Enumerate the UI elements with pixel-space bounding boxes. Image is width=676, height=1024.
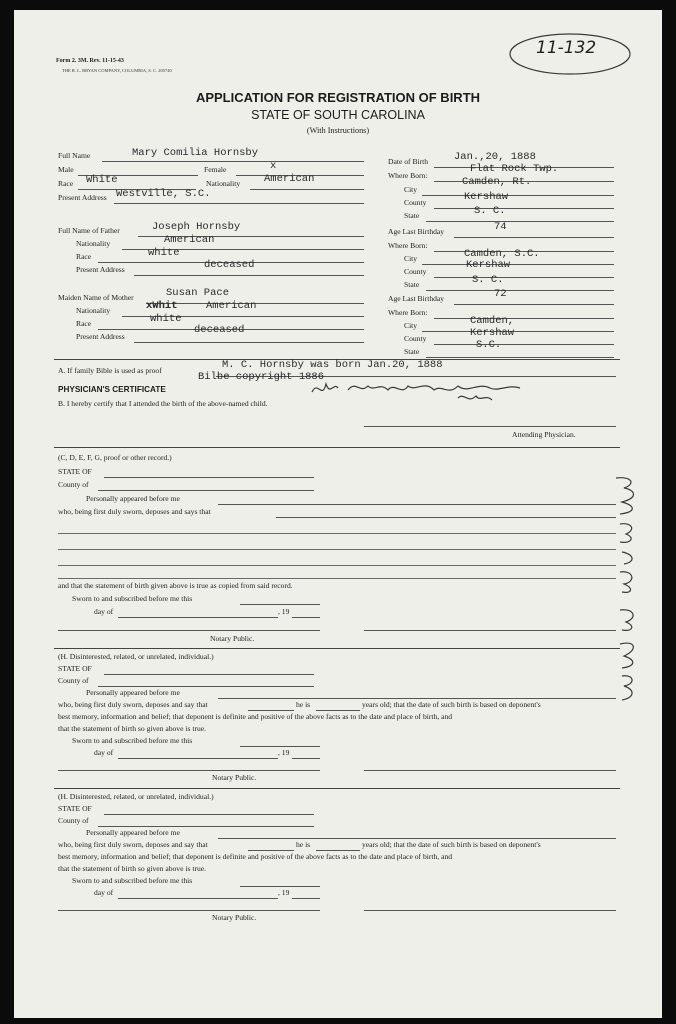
reference-number: 11-132: [536, 38, 597, 58]
section-c-appeared: Personally appeared before me: [86, 494, 180, 503]
section-h2-heading: (H. Disinterested, related, or unrelated, individual.): [58, 792, 214, 801]
city-label: City: [404, 185, 418, 194]
address-value: Westville, S.C.: [116, 188, 211, 200]
section-h1-years-old: years old; that the date of such birth is based on deponent's: [362, 700, 541, 709]
father-address-value: deceased: [204, 259, 255, 271]
nationality-value: American: [264, 173, 315, 185]
section-h1-heading: (H. Disinterested, related, or unrelated, individual.): [58, 652, 214, 661]
section-c-county-of: County of: [58, 480, 89, 489]
mother-city-value: Camden,: [470, 315, 515, 327]
state-label: State: [404, 211, 420, 220]
father-age-value: 74: [494, 221, 507, 233]
mother-name-value: Susan Pace: [166, 287, 230, 299]
section-h1-line-2: best memory, information and belief; that deponent is definite and positive of the above facts as to the date and place of birth, and: [58, 712, 453, 721]
race-value: White: [86, 174, 118, 186]
father-county-value: Kershaw: [466, 259, 511, 271]
form-title: APPLICATION FOR REGISTRATION OF BIRTH: [195, 90, 481, 105]
section-h1-sworn: who, being first duly sworn, deposes and say that: [58, 700, 208, 709]
section-c-subscribed: Sworn to and subscribed before me this: [72, 594, 193, 603]
section-c-sworn: who, being first duly sworn, deposes and says that: [58, 507, 211, 516]
mother-nationality-struck: xWhit: [146, 300, 178, 312]
mother-age-value: 72: [494, 288, 507, 300]
section-c-notary: Notary Public.: [210, 634, 255, 643]
dob-value: Jan.,20, 1888: [454, 151, 536, 163]
address-label: Present Address: [58, 193, 107, 202]
city-value: Camden, Rt.: [462, 176, 532, 188]
section-h1-state-of: STATE OF: [58, 664, 92, 673]
state-title: STATE OF SOUTH CAROLINA: [251, 108, 425, 122]
mother-city-label: City: [404, 321, 418, 330]
mother-address-label: Present Address: [76, 332, 125, 341]
section-h2-year: , 19: [278, 888, 290, 897]
female-value: x: [270, 160, 277, 172]
mother-race-value: white: [150, 313, 182, 325]
mother-county-label: County: [404, 334, 427, 343]
father-state-value: S. C.: [472, 274, 504, 286]
mother-age-label: Age Last Birthday: [388, 294, 445, 303]
physician-heading: PHYSICIAN'S CERTIFICATE: [58, 385, 166, 394]
section-h1-he-is: he is: [296, 700, 311, 709]
bible-proof-label: A. If family Bible is used as proof: [58, 366, 162, 375]
section-h2-sworn: who, being first duly sworn, deposes and say that: [58, 840, 208, 849]
section-h2-years-old: years old; that the date of such birth is based on deponent's: [362, 840, 541, 849]
section-h1-day-of: day of: [94, 748, 114, 757]
father-state-label: State: [404, 280, 420, 289]
section-c-state-of: STATE OF: [58, 467, 92, 476]
section-h1-line-3: that the statement of birth so given above is true.: [58, 724, 207, 733]
mother-nationality-value: American: [206, 300, 257, 312]
bible-proof-line-1: M. C. Hornsby was born Jan.20, 1888: [222, 359, 443, 371]
nationality-label: Nationality: [206, 179, 241, 188]
father-nationality-value: American: [164, 234, 215, 246]
section-h1-year: , 19: [278, 748, 290, 757]
dob-label: Date of Birth: [388, 157, 429, 166]
mother-where-born-label: Where Born:: [388, 308, 428, 317]
physician-statement: B. I hereby certify that I attended the birth of the above-named child.: [58, 399, 268, 408]
mother-name-label: Maiden Name of Mother: [58, 293, 134, 302]
father-where-born-label: Where Born:: [388, 241, 428, 250]
bible-proof-line-2: Bilbe copyright 1886: [198, 371, 325, 383]
father-race-value: white: [148, 247, 180, 259]
father-city-label: City: [404, 254, 418, 263]
male-label: Male: [58, 165, 74, 174]
mother-nationality-label: Nationality: [76, 306, 111, 315]
section-h2-day-of: day of: [94, 888, 114, 897]
printer-imprint: THE R. L. BRYAN COMPANY, COLUMBIA, S. C. 205740: [62, 68, 172, 73]
section-c-year: , 19: [278, 607, 290, 616]
female-label: Female: [204, 165, 227, 174]
clerk-signature: [308, 370, 548, 410]
mother-county-value: Kershaw: [470, 327, 515, 339]
father-nationality-label: Nationality: [76, 239, 111, 248]
father-age-label: Age Last Birthday: [388, 227, 445, 236]
section-c-day-of: day of: [94, 607, 114, 616]
where-born-label: Where Born:: [388, 171, 428, 180]
instructions-note: (With Instructions): [306, 126, 370, 135]
full-name-label: Full Name: [58, 151, 91, 160]
father-address-label: Present Address: [76, 265, 125, 274]
form-number: Form 2. 3M. Rev. 11-15-43: [56, 58, 124, 64]
section-h1-notary: Notary Public.: [212, 773, 257, 782]
section-c-copied: and that the statement of birth given above is true as copied from said record.: [58, 581, 293, 590]
father-county-label: County: [404, 267, 427, 276]
mother-race-label: Race: [76, 319, 92, 328]
applicant-signature: [606, 472, 646, 708]
father-race-label: Race: [76, 252, 92, 261]
mother-state-value: S.C.: [476, 339, 502, 351]
father-name-value: Joseph Hornsby: [152, 221, 241, 233]
father-name-label: Full Name of Father: [58, 226, 120, 235]
section-h2-he-is: he is: [296, 840, 311, 849]
county-value: Kershaw: [464, 191, 509, 203]
where-born-value: Flat Rock Twp.: [470, 163, 559, 175]
section-h1-appeared: Personally appeared before me: [86, 688, 180, 697]
attending-physician-label: Attending Physician.: [512, 430, 576, 439]
section-h2-line-3: that the statement of birth so given above is true.: [58, 864, 207, 873]
section-h2-notary: Notary Public.: [212, 913, 257, 922]
section-c-heading: (C, D, E, F, G, proof or other record.): [58, 453, 172, 462]
mother-address-value: deceased: [194, 324, 245, 336]
section-h2-appeared: Personally appeared before me: [86, 828, 180, 837]
section-h2-county-of: County of: [58, 816, 89, 825]
county-label: County: [404, 198, 427, 207]
section-h2-line-2: best memory, information and belief; that deponent is definite and positive of the above facts as to the date and place of birth, and: [58, 852, 453, 861]
race-label: Race: [58, 179, 74, 188]
father-city-value: Camden, S.C.: [464, 248, 540, 260]
section-h2-subscribed: Sworn to and subscribed before me this: [72, 876, 193, 885]
mother-state-label: State: [404, 347, 420, 356]
section-h1-county-of: County of: [58, 676, 89, 685]
section-h1-subscribed: Sworn to and subscribed before me this: [72, 736, 193, 745]
certificate-page: [14, 10, 662, 1018]
section-h2-state-of: STATE OF: [58, 804, 92, 813]
full-name-value: Mary Comilia Hornsby: [132, 147, 259, 159]
state-value: S. C.: [474, 205, 506, 217]
